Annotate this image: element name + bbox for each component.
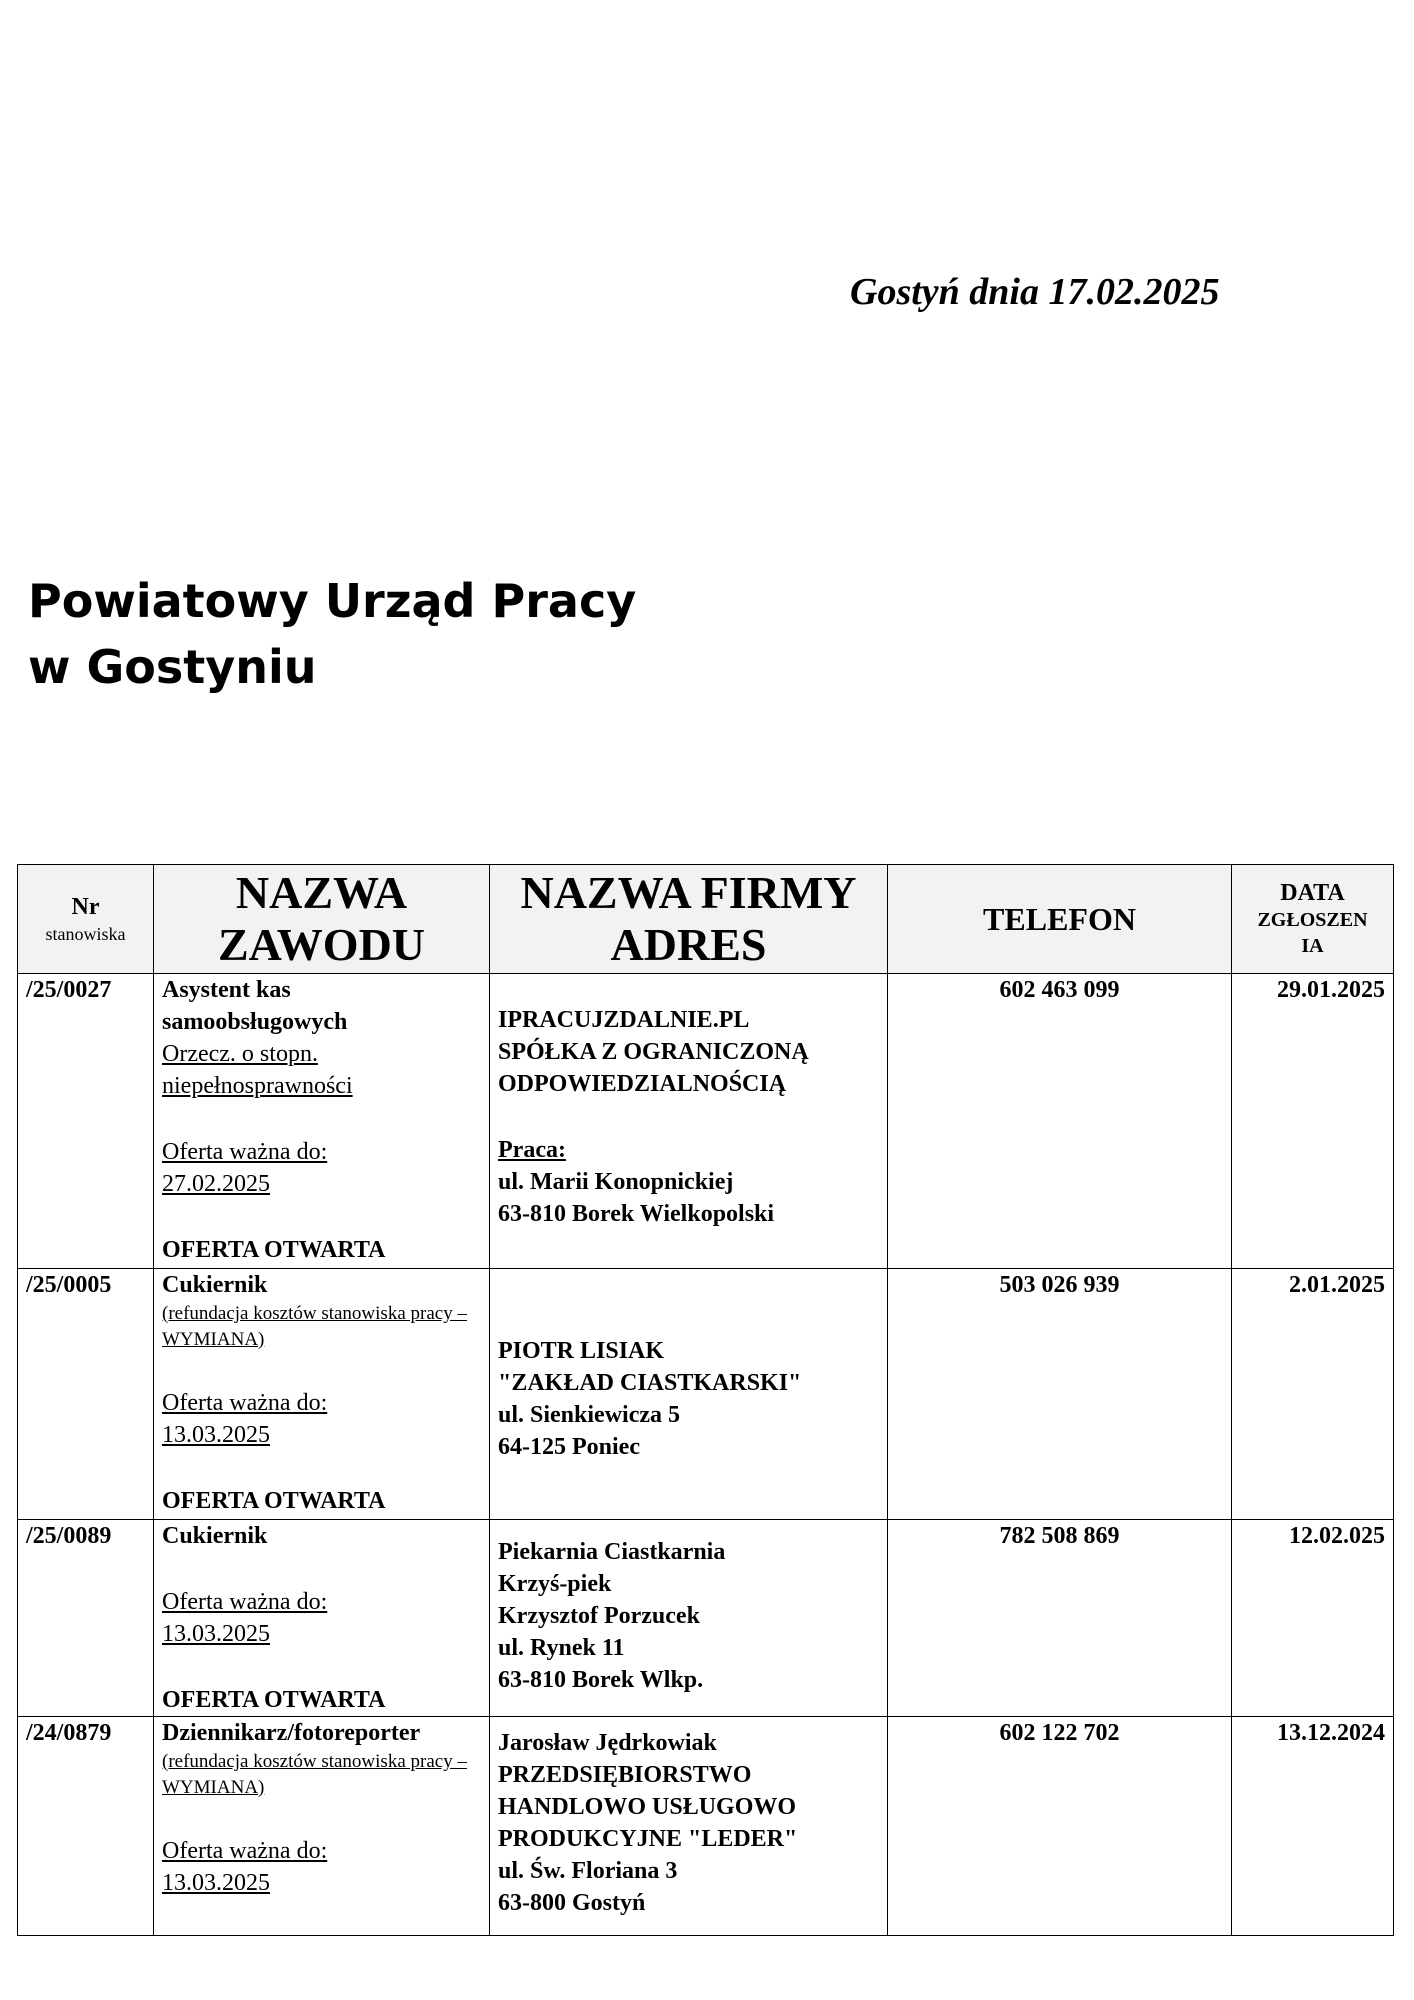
- company-address-line: 63-810 Borek Wlkp.: [498, 1667, 704, 1693]
- phone-number: 782 508 869: [888, 1520, 1232, 1717]
- job-offers-table: [17, 864, 1394, 1936]
- column-header-firma-line2: ADRES: [610, 919, 767, 970]
- column-header-nr-sublabel: stanowiska: [45, 924, 126, 944]
- company-name-line: "ZAKŁAD CIASTKARSKI": [498, 1370, 802, 1396]
- company-cell: [490, 974, 888, 1269]
- company-address-line: ul. Rynek 11: [498, 1635, 625, 1661]
- table-row: [18, 974, 1394, 1269]
- column-header-zawod-line2: ZAWODU: [217, 919, 426, 970]
- company-name-line: ODPOWIEDZIALNOŚCIĄ: [498, 1071, 787, 1097]
- offer-status: OFERTA OTWARTA: [162, 1687, 386, 1713]
- column-header-zawod: [154, 865, 490, 974]
- table-row: [18, 1520, 1394, 1717]
- company-name-line: Jarosław Jędrkowiak: [498, 1730, 717, 1756]
- company-name-line: Krzyś-piek: [498, 1571, 612, 1597]
- company-name-line: HANDLOWO USŁUGOWO: [498, 1794, 797, 1820]
- column-header-nr-label: Nr: [71, 894, 100, 920]
- valid-until-date: 13.03.2025: [162, 1870, 270, 1896]
- offer-number: /24/0879: [18, 1717, 154, 1936]
- job-title: Dziennikarz/fotoreporter: [162, 1720, 421, 1746]
- offer-number: /25/0005: [18, 1269, 154, 1520]
- offer-number: /25/0089: [18, 1520, 154, 1717]
- column-header-data-line3: IA: [1301, 935, 1324, 957]
- job-title-cell: [154, 1717, 490, 1936]
- column-header-firma: [490, 865, 888, 974]
- document-date: Gostyń dnia 17.02.2025: [850, 271, 1220, 313]
- column-header-zawod-line1: NAZWA: [235, 867, 408, 918]
- company-cell: [490, 1269, 888, 1520]
- column-header-data-line1: DATA: [1280, 880, 1345, 906]
- company-name-line: SPÓŁKA Z OGRANICZONĄ: [498, 1039, 809, 1065]
- organization-name-line1: Powiatowy Urząd Pracy: [28, 574, 637, 628]
- valid-until-label: Oferta ważna do:: [162, 1139, 328, 1165]
- job-title: Asystent kas samoobsługowych: [162, 977, 348, 1035]
- column-header-telefon: TELEFON: [888, 865, 1232, 974]
- table-header-row: [18, 865, 1394, 974]
- company-name-line: Piekarnia Ciastkarnia: [498, 1539, 726, 1565]
- phone-number: 602 122 702: [888, 1717, 1232, 1936]
- phone-number: 503 026 939: [888, 1269, 1232, 1520]
- job-note: (refundacja kosztów stanowiska pracy – WYMIANA): [162, 1751, 467, 1798]
- column-header-data-line2: ZGŁOSZEN: [1257, 909, 1368, 931]
- company-address-line: 63-800 Gostyń: [498, 1890, 646, 1916]
- company-cell: [490, 1520, 888, 1717]
- company-address-line: 63-810 Borek Wielkopolski: [498, 1201, 775, 1227]
- company-name-line: Krzysztof Porzucek: [498, 1603, 700, 1629]
- company-name-line: IPRACUJZDALNIE.PL: [498, 1007, 750, 1033]
- job-title: Cukiernik: [162, 1272, 268, 1298]
- valid-until-label: Oferta ważna do:: [162, 1838, 328, 1864]
- column-header-data: [1232, 865, 1394, 974]
- offer-status: OFERTA OTWARTA: [162, 1488, 386, 1514]
- job-note: Orzecz. o stopn. niepełnosprawności: [162, 1041, 353, 1099]
- job-title: Cukiernik: [162, 1523, 268, 1549]
- submission-date: 29.01.2025: [1232, 974, 1394, 1269]
- job-title-cell: [154, 1269, 490, 1520]
- company-address-line: ul. Marii Konopnickiej: [498, 1169, 734, 1195]
- valid-until-date: 13.03.2025: [162, 1422, 270, 1448]
- organization-title: [28, 568, 636, 700]
- company-address-line: 64-125 Poniec: [498, 1434, 640, 1460]
- column-header-nr: [18, 865, 154, 974]
- company-name-line: PIOTR LISIAK: [498, 1338, 665, 1364]
- submission-date: 12.02.025: [1232, 1520, 1394, 1717]
- job-note: (refundacja kosztów stanowiska pracy – WYMIANA): [162, 1303, 467, 1350]
- valid-until-date: 13.03.2025: [162, 1621, 270, 1647]
- table-row: [18, 1269, 1394, 1520]
- company-address-line: ul. Św. Floriana 3: [498, 1858, 678, 1884]
- job-title-cell: [154, 974, 490, 1269]
- company-cell: [490, 1717, 888, 1936]
- work-location-label: Praca:: [498, 1137, 566, 1163]
- organization-name-line2: w Gostyniu: [28, 640, 317, 694]
- company-address-line: ul. Sienkiewicza 5: [498, 1402, 681, 1428]
- company-name-line: PRZEDSIĘBIORSTWO: [498, 1762, 752, 1788]
- offer-number: /25/0027: [18, 974, 154, 1269]
- valid-until-date: 27.02.2025: [162, 1171, 270, 1197]
- submission-date: 2.01.2025: [1232, 1269, 1394, 1520]
- phone-number: 602 463 099: [888, 974, 1232, 1269]
- valid-until-label: Oferta ważna do:: [162, 1589, 328, 1615]
- offer-status: OFERTA OTWARTA: [162, 1237, 386, 1263]
- submission-date: 13.12.2024: [1232, 1717, 1394, 1936]
- valid-until-label: Oferta ważna do:: [162, 1390, 328, 1416]
- column-header-firma-line1: NAZWA FIRMY: [520, 867, 857, 918]
- company-name-line: PRODUKCYJNE "LEDER": [498, 1826, 798, 1852]
- job-title-cell: [154, 1520, 490, 1717]
- table-row: [18, 1717, 1394, 1936]
